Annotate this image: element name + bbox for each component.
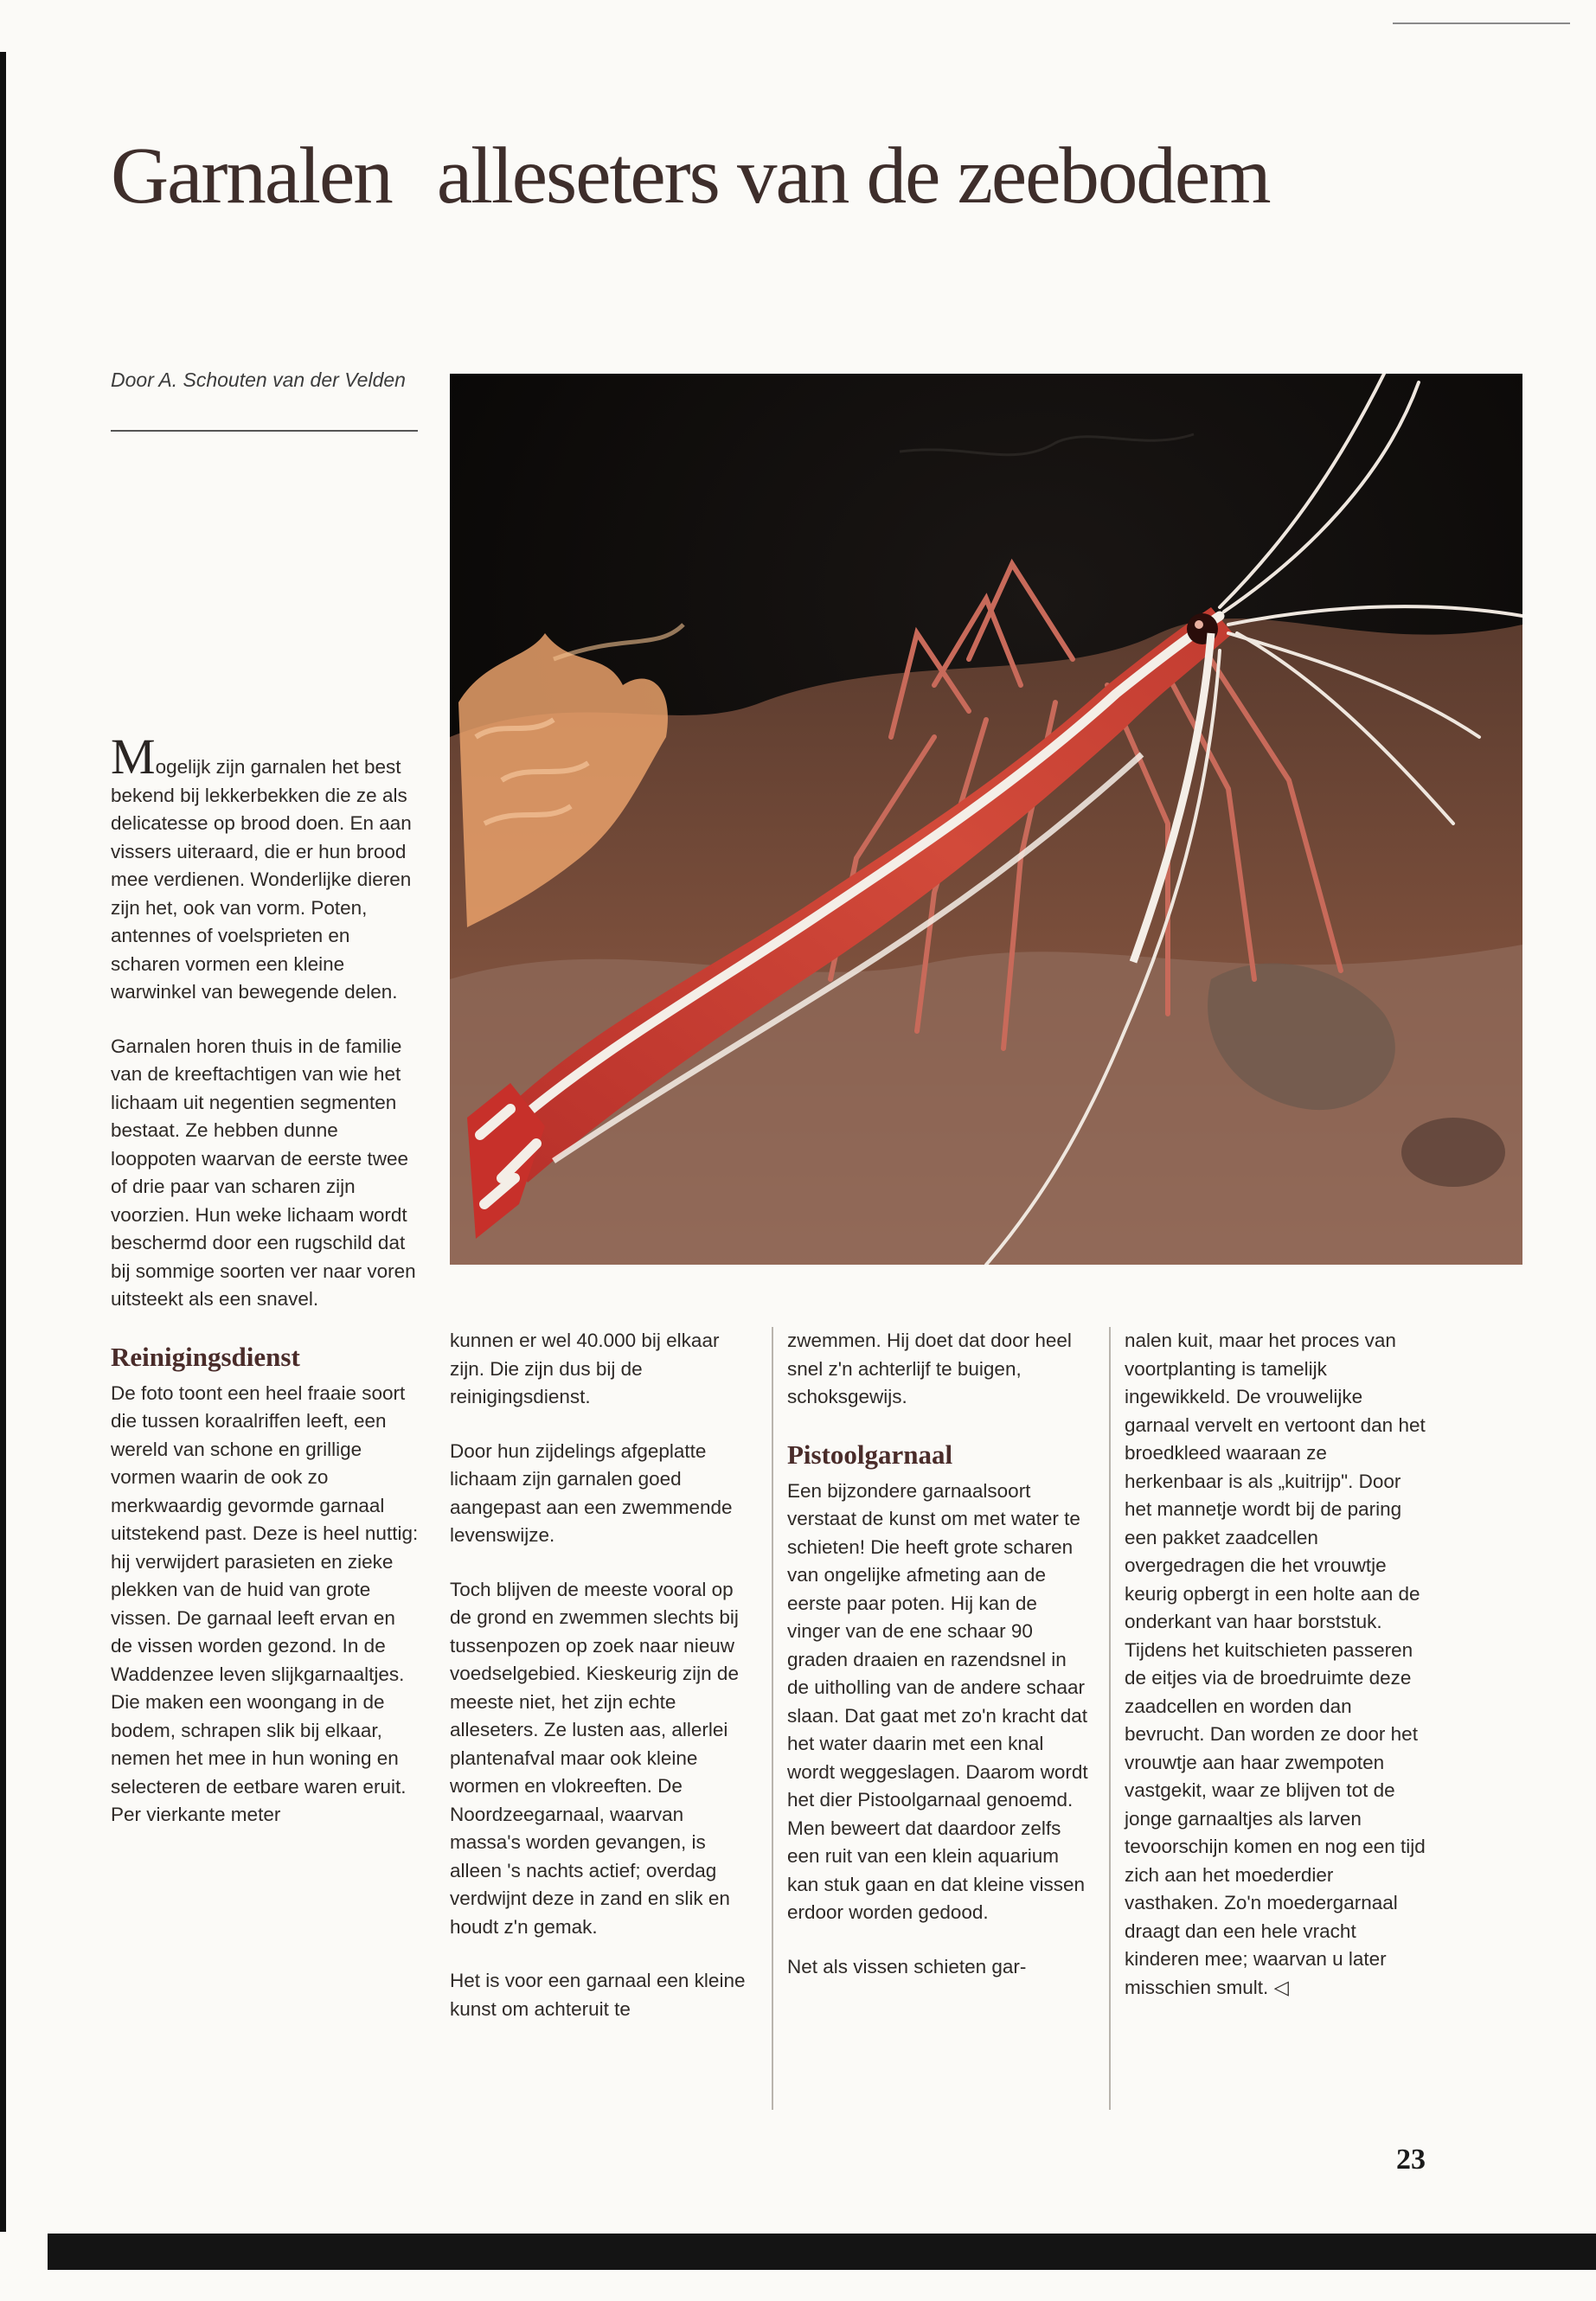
shrimp-photo [450, 374, 1522, 1265]
intro-paragraph [111, 728, 422, 1007]
top-rule [1393, 22, 1570, 24]
title-main: Garnalen [111, 131, 392, 221]
drop-cap: M [111, 728, 156, 785]
page-title [111, 130, 1270, 222]
paragraph: Een bijzondere garnaalsoort verstaat de kunst om met water te schieten! Die heeft grote scharen van ongelijke afmeting aan de eerste paar poten. Hij kan de vinger van de ene schaar 90 graden draaien en razendsnel in de uitholling van de andere schaar slaan. Dat gaat met zo'n kracht dat het water daarin met een knal wordt weggeslagen. Daarom wordt het dier Pistoolgarnaal genoemd. Men beweert dat daardoor zelfs een ruit van een klein aquarium kan stuk gaan en dat kleine vissen erdoor worden gedood. [787, 1479, 1088, 1923]
column-3 [787, 1327, 1090, 1981]
title-rest: alleseters van de zeebodem [436, 131, 1270, 221]
column-rule [1109, 1327, 1111, 2110]
paragraph: kunnen er wel 40.000 bij elkaar zijn. Die zijn dus bij de reinigingsdienst. [450, 1330, 720, 1407]
column-4 [1125, 1327, 1429, 2002]
column-rule [772, 1327, 773, 2110]
paragraph: De foto toont een heel fraaie soort die tussen koraalriffen leeft, een wereld van schone en grillige vormen waarin de ook zo merkwaardig gevormde garnaal uitstekend past. Deze is heel nuttig: hij verwijdert parasieten en zieke plekken van de huid van grote vissen. De garnaal leeft ervan en de vissen worden gezond. In de Waddenzee leven slijkgarnaaltjes. Die maken een woongang in de bodem, schrapen slik bij elkaar, nemen het mee in hun woning en selecteren de eetbare waren eruit. Per vierkante meter [111, 1381, 419, 1825]
section-heading-reinigingsdienst: Reinigingsdienst [111, 1341, 300, 1372]
end-mark-icon: ◁ [1273, 1976, 1289, 1998]
paragraph [1125, 1327, 1429, 2002]
page-number: 23 [1396, 2144, 1426, 2176]
paragraph: Het is voor een garnaal een kleine kunst om achteruit te [450, 1970, 746, 2020]
paragraph: Net als vissen schieten gar- [787, 1955, 1027, 1977]
paragraph: Toch blijven de meeste vooral op de grond en zwemmen slechts bij tussenpozen op zoek naar nieuw voedselgebied. Kieskeurig zijn de meeste niet, het zijn echte alleseters. Ze lusten aas, allerlei plantenafval maar ook kleine wormen en vlokreeften. De Noordzeegarnaal, waarvan massa's worden gevangen, is alleen 's nachts actief; overdag verdwijnt deze in zand en slik en houdt z'n gemak. [450, 1578, 739, 1938]
scan-bottom-bar [48, 2234, 1596, 2270]
column-1 [111, 728, 422, 1830]
byline-rule [111, 430, 418, 432]
byline: Door A. Schouten van der Velden [111, 369, 406, 391]
paragraph: Door hun zijdelings afgeplatte lichaam zijn garnalen goed aangepast aan een zwemmende levenswijze. [450, 1439, 733, 1546]
column-2 [450, 1327, 751, 2023]
paragraph: zwemmen. Hij doet dat door heel snel z'n achterlijf te buigen, schoksgewijs. [787, 1330, 1072, 1407]
intro-text: ogelijk zijn garnalen het best bekend bij lekkerbekken die ze als delicatesse op brood doen. En aan vissers uiteraard, die er hun brood mee verdienen. Wonderlijke dieren zijn het, ook van vorm. Poten, antennes of voelsprieten en scharen vormen een kleine warwinkel van bewegende delen. [111, 756, 412, 1003]
paragraph: Garnalen horen thuis in de familie van de kreeftachtigen van wie het lichaam uit negentien segmenten bestaat. Ze hebben dunne looppoten waarvan de eerste twee of drie paar van scharen zijn voorzien. Hun weke lichaam wordt beschermd door een rugschild dat bij sommige soorten ver naar voren uitsteekt als een snavel. [111, 1035, 416, 1310]
paragraph-text: nalen kuit, maar het proces van voortplanting is tamelijk ingewikkeld. De vrouwelijke garnaal vervelt en vertoont dan het broedkleed waaraan ze herkenbaar is als „kuitrijp". Door het mannetje wordt bij de paring een pakket zaadcellen overgedragen die het vrouwtje keurig opbergt in een holte aan de onderkant van haar borststuk. Tijdens het kuitschieten passeren de eitjes via de broedruimte deze zaadcellen en worden dan bevrucht. Dan worden ze door het vrouwtje aan haar zwempoten vastgekit, waar ze blijven tot de jonge garnaaltjes als larven tevoorschijn komen en nog een tijd zich aan het moederdier vasthaken. Zo'n moedergarnaal draagt dan een hele vracht kinderen mee; waarvan u later misschien smult. [1125, 1330, 1426, 1998]
scan-edge-bar [0, 52, 6, 2232]
section-heading-pistoolgarnaal: Pistoolgarnaal [787, 1439, 953, 1470]
